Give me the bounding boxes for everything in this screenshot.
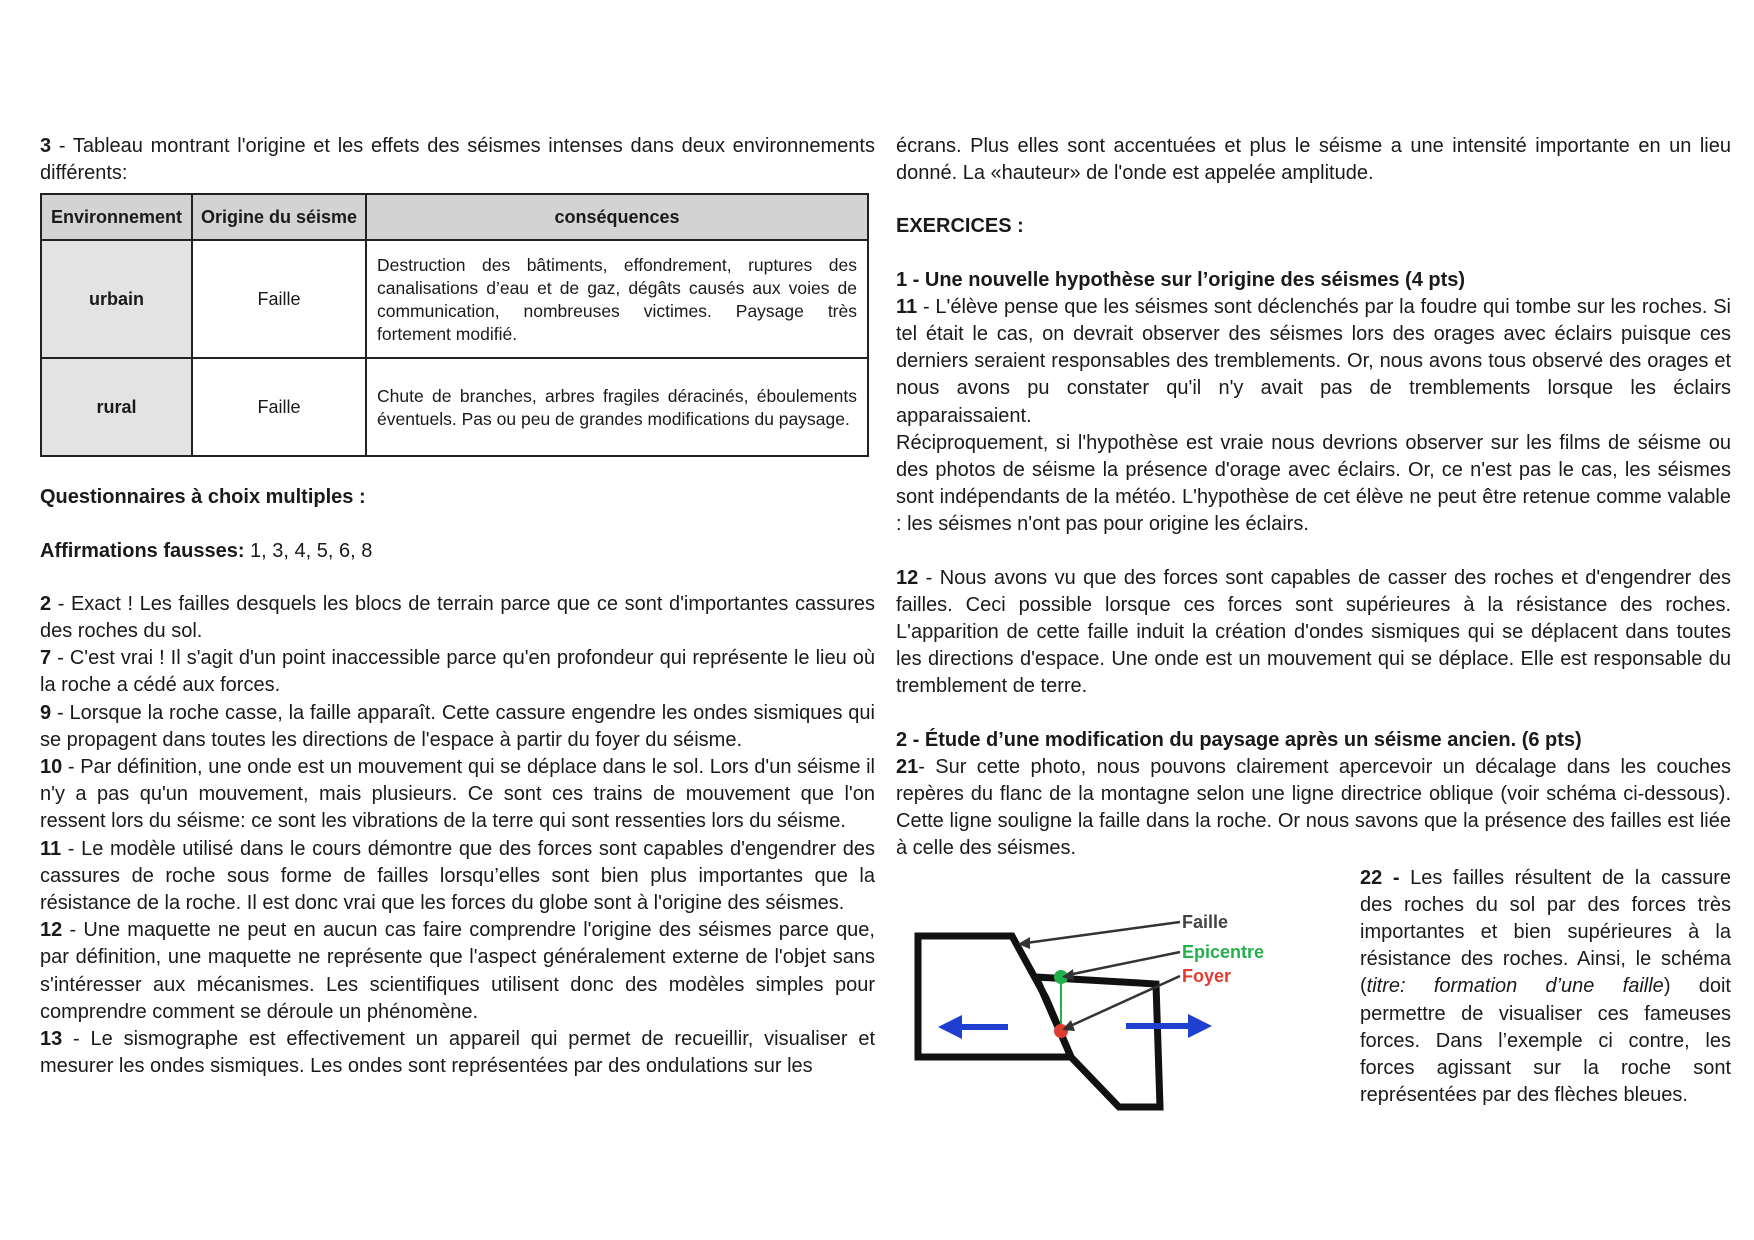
fault-figure-block (896, 865, 1731, 1165)
exercise-2-q22 (1360, 865, 1731, 1110)
cell-origin: Faille (192, 358, 366, 456)
false-statements-label: Affirmations fausses: (40, 539, 245, 562)
answer-text: - Lorsque la roche casse, la faille apparaît. Cette cassure engendre les ondes sismiques qui se propagent dans toutes les directions de l'espace à partir du foyer du séisme. (40, 701, 875, 751)
table-intro-number: 3 (40, 135, 52, 157)
table-intro-text: - Tableau montrant l'origine et les effets des séismes intenses dans deux environnements différents: (40, 135, 875, 185)
q12-text: - Nous avons vu que des forces sont capables de casser des roches et d'engendrer des failles. Ceci possible lorsque ces forces sont supérieures à la résistance des roches. L'apparition de cette faille induit la création d'ondes sismiques qui se déplacent dans toutes les directions d'espace. Une onde est un mouvement qui se déplace. Elle est responsable du tremblement de terre. (896, 566, 1731, 698)
cell-consequences: Chute de branches, arbres fragiles déracinés, éboulements éventuels. Pas ou peu de grandes modifications du paysage. (366, 358, 868, 456)
seismes-table (40, 193, 869, 457)
left-column (40, 133, 875, 1080)
answer-text: - Le modèle utilisé dans le cours démontre que des forces sont capables d'engendrer des cassures de roche sous forme de failles lorsqu’elles sont bien plus importantes que la résistance de la roche. Il est donc vrai que les forces du globe sont à l'origine des séismes. (40, 837, 875, 915)
header-consequences: conséquences (366, 194, 868, 240)
table-header-row (41, 194, 868, 240)
answer-text: - Par définition, une onde est un mouvement qui se déplace dans le sol. Lors d'un séisme il n'y a pas qu'un mouvement, mais plusieurs. Ce sont ces trains de mouvement que l'on ressent lors du séisme: ce sont les vibrations de la terre qui sont ressenties lors du séisme. (40, 756, 875, 833)
right-rock-block (1036, 977, 1160, 1107)
exercise-1-q11-continued: Réciproquement, si l'hypothèse est vraie nous devrions observer sur les films de séisme ou des photos de séisme la présence d'orage avec éclairs. Or, ce n'est pas le cas, les séismes sont indépendants de la météo. L'hypothèse de cet élève ne peut être retenue comme valable : les séismes n'ont pas pour origine les éclairs. (896, 431, 1731, 536)
cell-env: urbain (41, 240, 192, 358)
label-epicentre: Epicentre (1182, 941, 1265, 962)
continuation-text: écrans. Plus elles sont accentuées et plus le séisme a une intensité importante en un lieu donné. La «hauteur» de l'onde est appelée amplitude. (896, 135, 1731, 185)
qcm-title: Questionnaires à choix multiples : (40, 486, 366, 509)
q22-text-b: ) doit permettre de visualiser ces fameuses forces. Dans l’exemple ci contre, les forces agissant sur la roche sont représentées par des flèches bleues. (1360, 975, 1731, 1107)
cell-origin: Faille (192, 240, 366, 358)
answer-item (40, 917, 875, 1026)
table-intro (40, 133, 875, 187)
answer-number: 9 (40, 701, 52, 724)
table-row (41, 240, 868, 358)
answer-number: 2 (40, 592, 52, 615)
q22-number: 22 - (1360, 866, 1400, 889)
q22-italic-title: titre: formation d’une faille (1366, 975, 1664, 998)
label-foyer: Foyer (1182, 965, 1232, 986)
epicentre-pointer-line (1068, 952, 1180, 975)
force-arrow-left-head (938, 1015, 962, 1039)
q11-text: - L'élève pense que les séismes sont déclenchés par la foudre qui tombe sur les roches. Si tel était le cas, on devrait observer des séismes lors des orages avec éclairs puisque ces derniers seraient responsables des tremblements. Or, nous avons tous observé des orages et nous avons pu constater qu'il n'y avait pas de tremblements lorsque les éclairs apparaissaient. (896, 295, 1731, 427)
false-statements (40, 538, 875, 565)
exercise-2-title: 2 - Étude d’une modification du paysage après un séisme ancien. (6 pts) (896, 728, 1582, 751)
false-statements-values: 1, 3, 4, 5, 6, 8 (244, 539, 373, 562)
exercise-2-q21 (896, 754, 1731, 863)
force-arrow-right-head (1188, 1014, 1212, 1038)
exercise-1-q11 (896, 294, 1731, 430)
right-column (896, 133, 1731, 1165)
fault-diagram (896, 867, 1341, 1167)
answer-number: 7 (40, 647, 52, 670)
q12-number: 12 (896, 566, 919, 589)
table-row (41, 358, 868, 456)
answer-text: - Le sismographe est effectivement un appareil qui permet de recueillir, visualiser et mesurer les ondes sismiques. Les ondes sont représentées par des ondulations sur les (40, 1028, 875, 1078)
answer-item (40, 1026, 875, 1080)
answer-number: 12 (40, 919, 63, 942)
q21-number: 21 (896, 755, 919, 778)
q21-text: - Sur cette photo, nous pouvons clairement apercevoir un décalage dans les couches repères du flanc de la montagne selon une ligne directrice oblique (voir schéma ci-dessous). Cette ligne souligne la faille dans la roche. Or nous savons que la présence des failles est liée à celle des séismes. (896, 755, 1731, 860)
answer-number: 11 (40, 837, 62, 860)
label-faille: Faille (1182, 911, 1229, 932)
answer-item (40, 754, 875, 836)
answer-item (40, 645, 875, 699)
faille-pointer-line (1026, 922, 1180, 943)
exercise-1-q12 (896, 565, 1731, 701)
answer-text: - C'est vrai ! Il s'agit d'un point inaccessible parce qu'en profondeur qui représente le lieu où la roche a cédé aux forces. (40, 647, 875, 697)
header-origine: Origine du séisme (192, 194, 366, 240)
answer-number: 10 (40, 756, 63, 779)
answer-text: - Une maquette ne peut en aucun cas faire comprendre l'origine des séismes parce que, par définition, une maquette ne représente que l'aspect généralement externe de l'objet sans s'intéresser aux mécanismes. Les scientifiques utilisent donc des modèles simples pour comprendre comment se déroule un phénomène. (40, 919, 875, 1023)
answer-number: 13 (40, 1028, 63, 1051)
header-environnement: Environnement (41, 194, 192, 240)
q22-text-a: Les failles résultent de la cassure des roches du sol par des forces très importantes et bien supérieures à la résistance des roches. Ainsi, le schéma ( (1360, 866, 1731, 998)
answer-text: - Exact ! Les failles desquels les blocs de terrain parce que ce sont d'importantes cassures des roches du sol. (40, 592, 875, 643)
cell-consequences: Destruction des bâtiments, effondrement, ruptures des canalisations d’eau et de gaz, dégâts causés aux voies de communication, nombreuses victimes. Paysage très fortement modifié. (366, 240, 868, 358)
answer-item (40, 700, 875, 754)
q11-number: 11 (896, 295, 918, 318)
answer-item (40, 836, 875, 918)
exercise-1-title: 1 - Une nouvelle hypothèse sur l’origine des séismes (4 pts) (896, 268, 1466, 291)
cell-env: rural (41, 358, 192, 456)
exercices-title: EXERCICES : (896, 215, 1024, 238)
answer-item (40, 591, 875, 645)
